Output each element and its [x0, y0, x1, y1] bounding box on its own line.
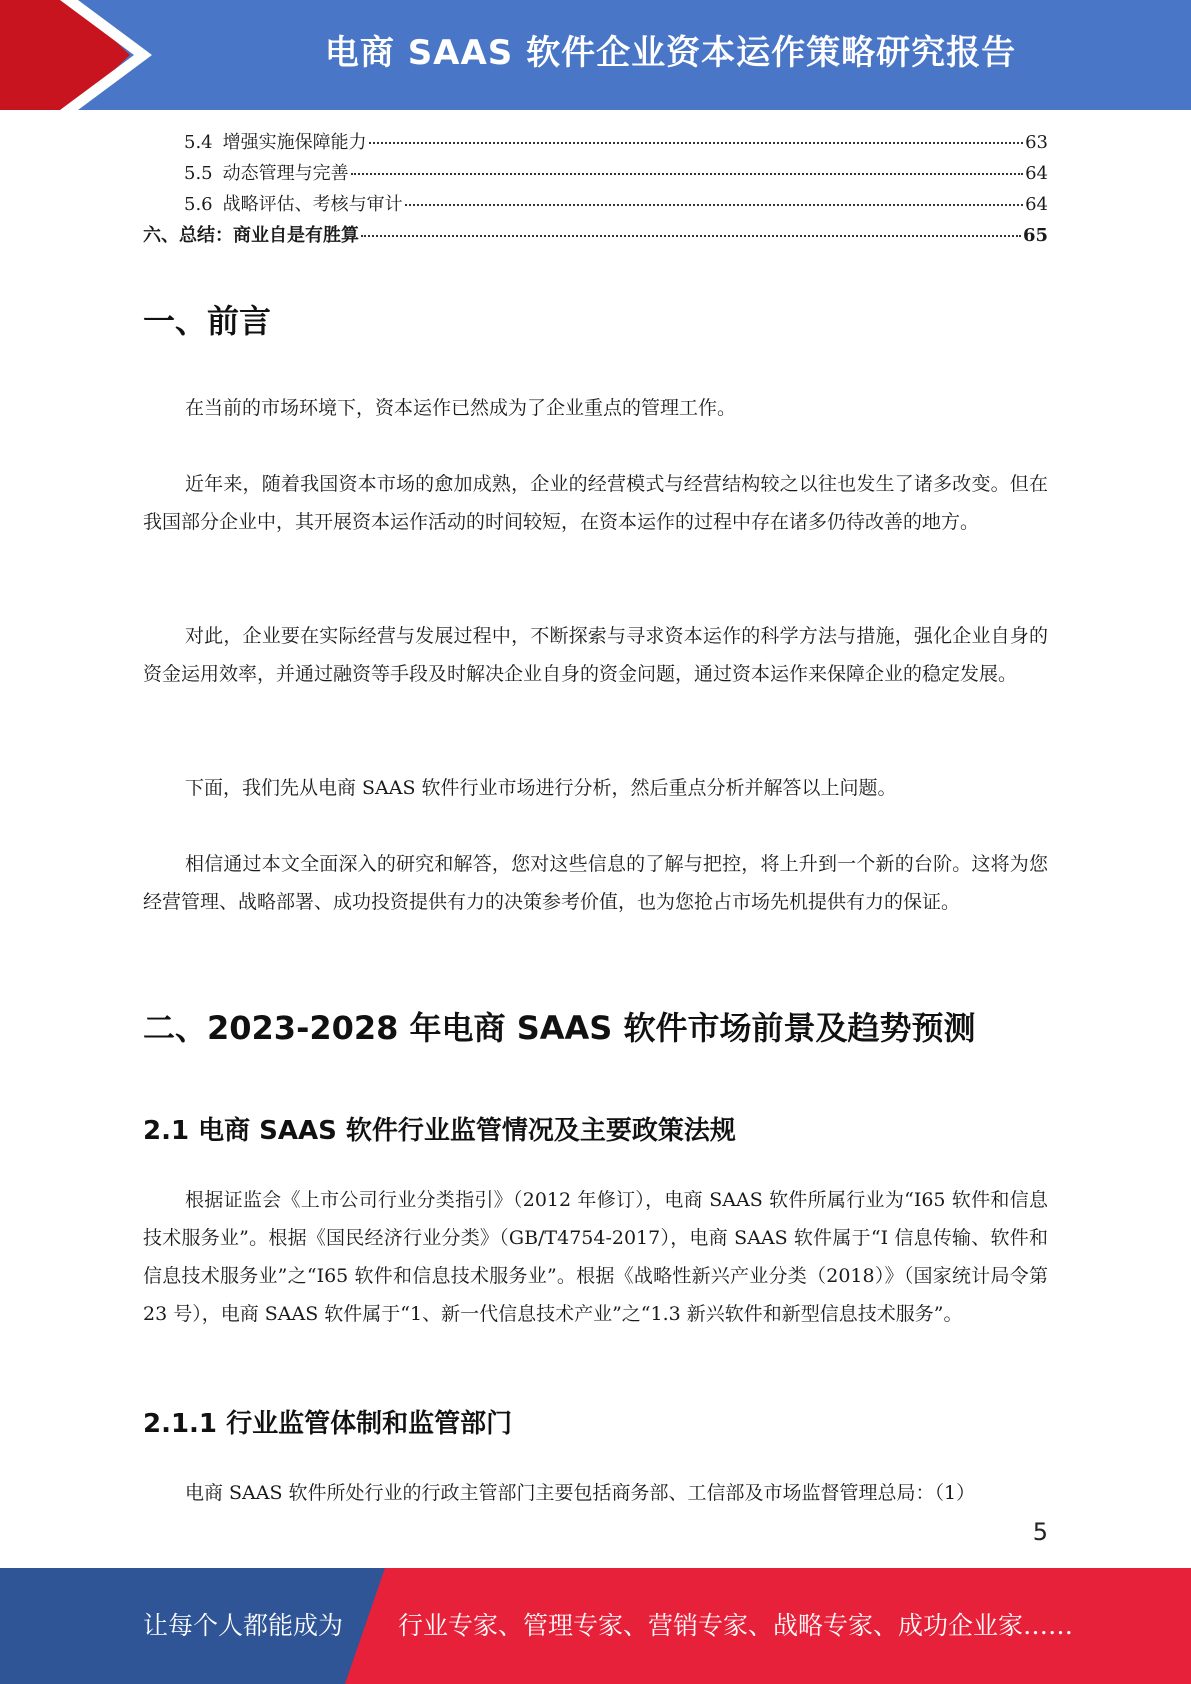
header-red-chevron	[0, 0, 130, 110]
heading-2-1-1: 2.1.1 行业监管体制和监管部门	[143, 1409, 513, 1439]
toc-text: 六、总结：商业自是有胜算	[143, 225, 359, 246]
heading-preface: 一、前言	[143, 302, 272, 340]
toc-row[interactable]	[143, 159, 1048, 190]
toc-row[interactable]	[143, 128, 1048, 159]
toc-page: 65	[1022, 225, 1048, 246]
toc-page: 63	[1025, 132, 1048, 153]
heading-2-1: 2.1 电商 SAAS 软件行业监管情况及主要政策法规	[143, 1116, 736, 1146]
paragraph: 对此，企业要在实际经营与发展过程中，不断探索与寻求资本运作的科学方法与措施，强化企业自身的资金运用效率，并通过融资等手段及时解决企业自身的资金问题，通过资本运作来保障企业的稳定发展。	[143, 625, 1048, 685]
table-of-contents	[143, 128, 1048, 252]
toc-leader	[405, 204, 1023, 206]
toc-page: 64	[1025, 194, 1048, 215]
paragraph: 下面，我们先从电商 SAAS 软件行业市场进行分析，然后重点分析并解答以上问题。	[185, 777, 897, 799]
toc-text: 增强实施保障能力	[222, 132, 367, 153]
toc-text: 动态管理与完善	[222, 163, 349, 184]
toc-text: 战略评估、考核与审计	[222, 194, 403, 215]
paragraph: 电商 SAAS 软件所处行业的行政主管部门主要包括商务部、工信部及市场监督管理总局：（1）	[185, 1482, 976, 1504]
toc-row[interactable]	[143, 221, 1048, 252]
page-footer	[0, 1568, 1191, 1684]
toc-leader	[361, 235, 1021, 237]
paragraph: 根据证监会《上市公司行业分类指引》（2012 年修订），电商 SAAS 软件所属行业为“I65 软件和信息技术服务业”。根据《国民经济行业分类》（GB/T4754-2017），电商 SAAS 软件属于“I 信息传输、软件和信息技术服务业”之“I65 软件和信息技术服务业”。根据《战略性新兴产业分类（2018）》（国家统计局令第 23 号），电商 SAAS 软件属于“1、新一代信息技术产业”之“1.3 新兴软件和新型信息技术服务”。	[143, 1189, 1048, 1325]
toc-number: 5.5	[184, 163, 213, 184]
heading-market: 二、2023-2028 年电商 SAAS 软件市场前景及趋势预测	[143, 1009, 976, 1047]
toc-leader	[351, 173, 1023, 175]
page-number: 5	[1032, 1518, 1048, 1546]
page-header	[0, 0, 1191, 110]
header-title: 电商 SAAS 软件企业资本运作策略研究报告	[324, 33, 1017, 73]
paragraph: 在当前的市场环境下，资本运作已然成为了企业重点的管理工作。	[185, 397, 737, 419]
paragraph: 近年来，随着我国资本市场的愈加成熟，企业的经营模式与经营结构较之以往也发生了诸多改变。但在我国部分企业中，其开展资本运作活动的时间较短，在资本运作的过程中存在诸多仍待改善的地方。	[143, 473, 1048, 533]
toc-page: 64	[1025, 163, 1048, 184]
paragraph: 相信通过本文全面深入的研究和解答，您对这些信息的了解与把控，将上升到一个新的台阶。这将为您经营管理、战略部署、成功投资提供有力的决策参考价值，也为您抢占市场先机提供有力的保证。	[143, 853, 1048, 913]
toc-number: 5.4	[184, 132, 213, 153]
toc-number: 5.6	[184, 194, 213, 215]
toc-row[interactable]	[143, 190, 1048, 221]
toc-leader	[369, 142, 1023, 144]
footer-slogan-right: 行业专家、管理专家、营销专家、战略专家、成功企业家……	[398, 1611, 1074, 1640]
footer-slogan-left: 让每个人都能成为	[143, 1611, 344, 1640]
